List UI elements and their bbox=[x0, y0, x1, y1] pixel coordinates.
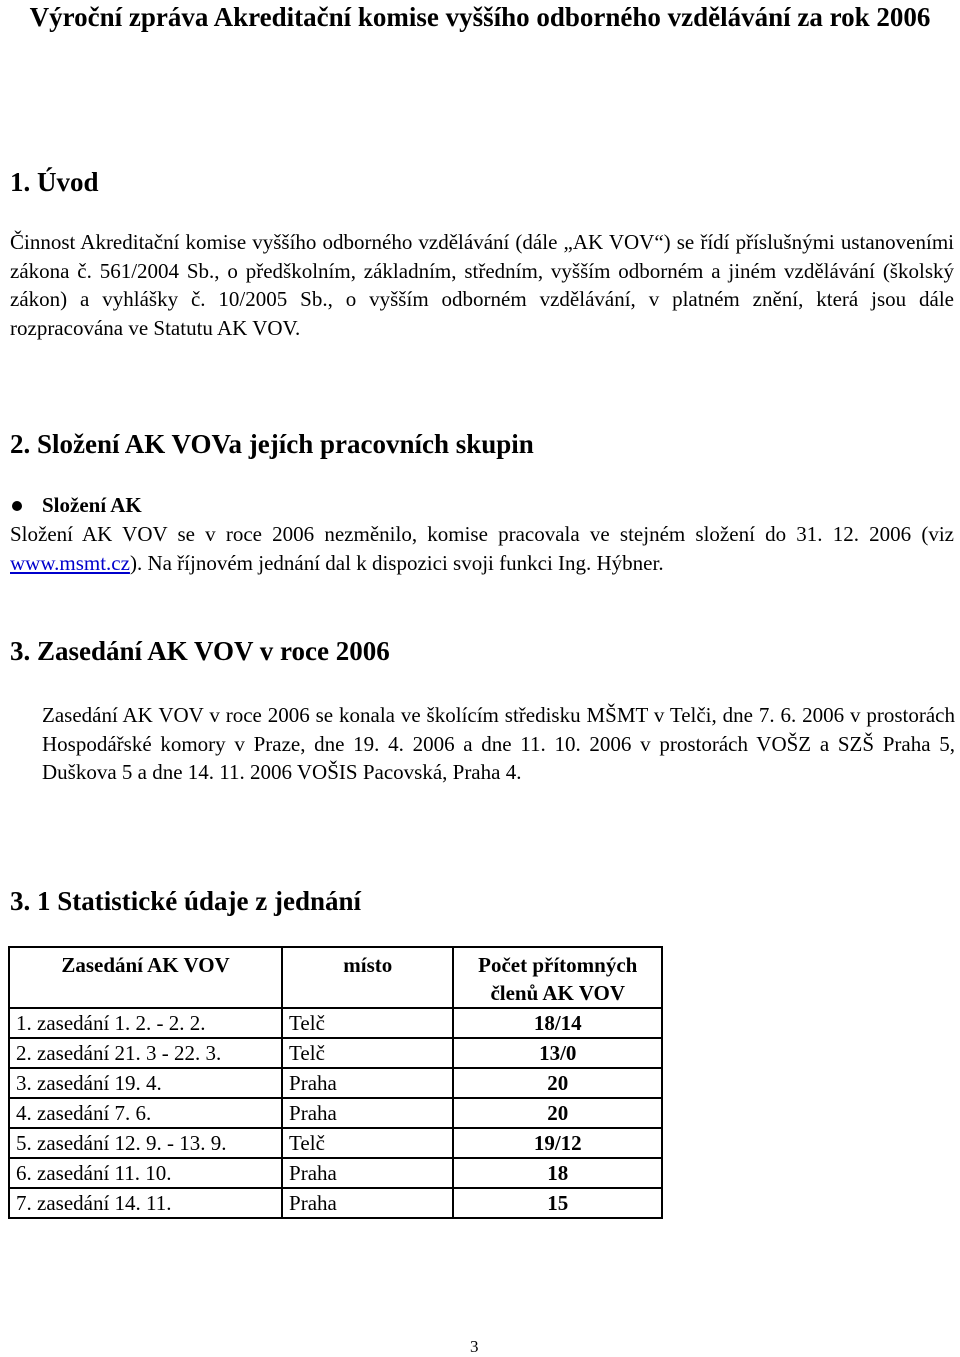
column-header-place: místo bbox=[282, 947, 453, 1008]
attendance-cell: 18/14 bbox=[453, 1008, 662, 1038]
place-cell: Praha bbox=[282, 1068, 453, 1098]
place-cell: Praha bbox=[282, 1188, 453, 1218]
section-3-heading: 3. Zasedání AK VOV v roce 2006 bbox=[10, 636, 390, 666]
table-row bbox=[9, 1128, 662, 1158]
attendance-cell: 19/12 bbox=[453, 1128, 662, 1158]
section-3-1-heading: 3. 1 Statistické údaje z jednání bbox=[10, 886, 361, 916]
table-row bbox=[9, 1098, 662, 1128]
table-row bbox=[9, 1068, 662, 1098]
bullet-item-label: Složení AK bbox=[42, 493, 142, 517]
attendance-cell: 13/0 bbox=[453, 1038, 662, 1068]
table-row bbox=[9, 1188, 662, 1218]
meeting-cell: 3. zasedání 19. 4. bbox=[9, 1068, 282, 1098]
meeting-cell: 7. zasedání 14. 11. bbox=[9, 1188, 282, 1218]
section-2-text-end: ). Na říjnovém jednání dal k dispozici svoji funkci Ing. Hýbner. bbox=[129, 550, 664, 575]
table-row bbox=[9, 1038, 662, 1068]
attendance-cell: 18 bbox=[453, 1158, 662, 1188]
page-number: 3 bbox=[470, 1337, 479, 1356]
meeting-cell: 4. zasedání 7. 6. bbox=[9, 1098, 282, 1128]
table-header-row bbox=[9, 947, 662, 1008]
attendance-cell: 15 bbox=[453, 1188, 662, 1218]
meeting-cell: 6. zasedání 11. 10. bbox=[9, 1158, 282, 1188]
bullet-icon bbox=[12, 501, 22, 511]
place-cell: Telč bbox=[282, 1038, 453, 1068]
meeting-cell: 1. zasedání 1. 2. - 2. 2. bbox=[9, 1008, 282, 1038]
table-row bbox=[9, 1008, 662, 1038]
meeting-cell: 5. zasedání 12. 9. - 13. 9. bbox=[9, 1128, 282, 1158]
column-header-attendance: Počet přítomných členů AK VOV bbox=[453, 947, 662, 1008]
column-header-meeting: Zasedání AK VOV bbox=[9, 947, 282, 1008]
section-1-paragraph: Činnost Akreditační komise vyššího odborného vzdělávání (dále „AK VOV“) se řídí příslušnými ustanoveními zákona č. 561/2004 Sb., o předškolním, základním, středním, vyšším odborném a jiném vzdělávání (školský zákon) a vyhlášky č. 10/2005 Sb., o vyšším odborném vzdělávání, v platném znění, která jsou dále rozpracována ve Statutu AK VOV. bbox=[10, 230, 954, 340]
place-cell: Telč bbox=[282, 1008, 453, 1038]
section-2-text-start: Složení AK VOV se v roce 2006 nezměnilo, komise pracovala ve stejném složení do 31. 12. 2006 (viz bbox=[10, 522, 954, 546]
section-2-heading: 2. Složení AK VOVa jejích pracovních skupin bbox=[10, 429, 534, 459]
meeting-cell: 2. zasedání 21. 3 - 22. 3. bbox=[9, 1038, 282, 1068]
section-1-heading: 1. Úvod bbox=[10, 167, 99, 197]
table-row bbox=[9, 1158, 662, 1188]
attendance-cell: 20 bbox=[453, 1098, 662, 1128]
statistics-table bbox=[8, 946, 663, 1219]
msmt-link[interactable]: www.msmt.cz bbox=[10, 550, 130, 575]
section-3-paragraph: Zasedání AK VOV v roce 2006 se konala ve školícím středisku MŠMT v Telči, dne 7. 6. 2006 v prostorách Hospodářské komory v Praze, dne 19. 4. 2006 a dne 11. 10. 2006 v prostorách VOŠZ a SZŠ Praha 5, Duškova 5 a dne 14. 11. 2006 VOŠIS Pacovská, Praha 4. bbox=[42, 703, 955, 784]
place-cell: Praha bbox=[282, 1098, 453, 1128]
document-title: Výroční zpráva Akreditační komise vyššího odborného vzdělávání za rok 2006 bbox=[29, 2, 931, 32]
place-cell: Praha bbox=[282, 1158, 453, 1188]
attendance-cell: 20 bbox=[453, 1068, 662, 1098]
place-cell: Telč bbox=[282, 1128, 453, 1158]
section-2-paragraph bbox=[10, 520, 954, 577]
